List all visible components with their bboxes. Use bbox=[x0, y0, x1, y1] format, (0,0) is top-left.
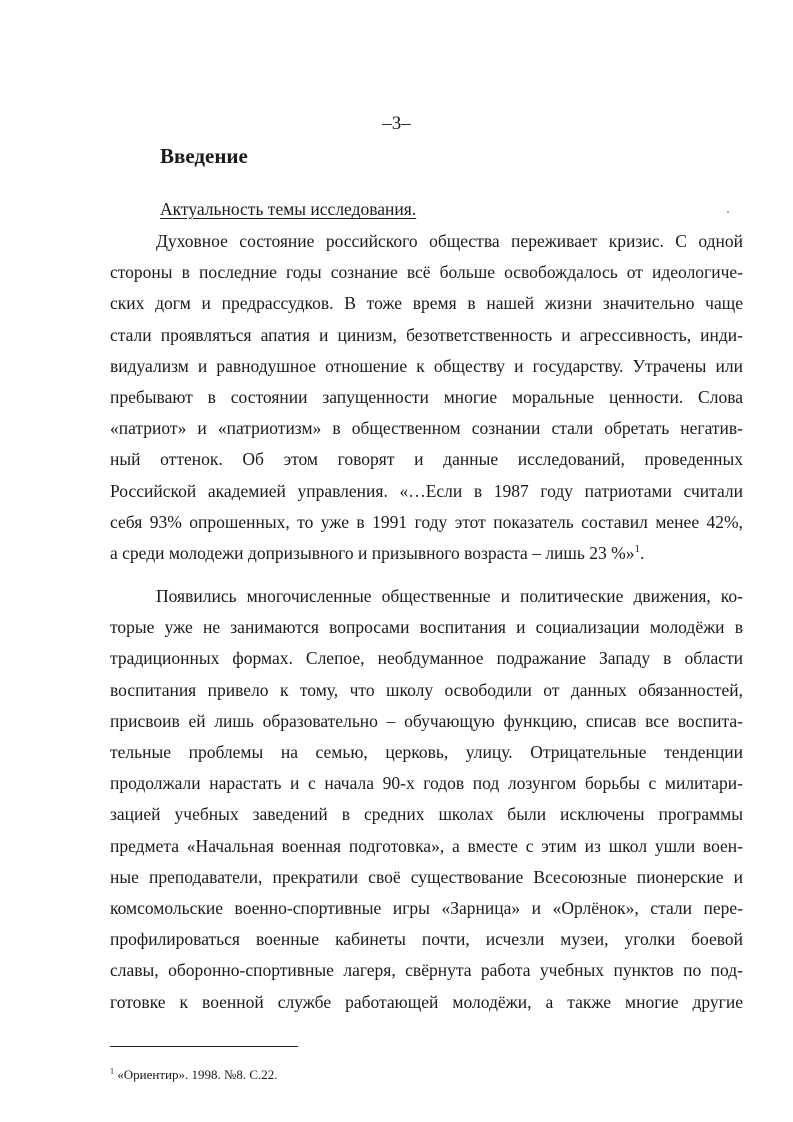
text-line: ских догм и предрассудков. В тоже время в нашей жизни значительно чаще bbox=[110, 293, 743, 314]
text-line-last: а среди молодежи допризывного и призывного возраста – лишь 23 %»$^1$. bbox=[110, 543, 645, 564]
text-line: стали проявляться апатия и цинизм, безответственность и агрессивность, инди- bbox=[110, 324, 743, 345]
text-line: традиционных формах. Слепое, необдуманное подражание Западу в области bbox=[110, 648, 743, 669]
text-line: профилироваться военные кабинеты почти, исчезли музеи, уголки боевой bbox=[110, 929, 743, 950]
footnote-reference: 1 bbox=[634, 543, 640, 556]
section-subheading: Актуальность темы исследования. bbox=[160, 199, 417, 219]
text-line-content: а среди молодежи допризывного и призывного возраста – лишь 23 %» bbox=[110, 543, 635, 564]
text-line: ный оттенок. Об этом говорят и данные исследований, проведенных bbox=[110, 449, 743, 470]
footnote-divider bbox=[110, 1046, 298, 1047]
text-line: видуализм и равнодушное отношение к обществу и государству. Утрачены или bbox=[110, 355, 743, 376]
text-line: ные преподаватели, прекратили своё существование Всесоюзные пионерские и bbox=[110, 866, 743, 887]
text-line: готовке к военной службе работающей молодёжи, а также многие другие bbox=[110, 991, 743, 1012]
text-line: Духовное состояние российского общества переживает кризис. С одной bbox=[156, 231, 743, 251]
text-line: «патриот» и «патриотизм» в общественном сознании стали обретать негатив- bbox=[110, 418, 743, 439]
text-line: тельные проблемы на семью, церковь, улицу. Отрицательные тенденции bbox=[110, 742, 743, 763]
footnote-text: «Ориентир». 1998. №8. С.22. bbox=[114, 1067, 278, 1082]
text-line: зацией учебных заведений в средних школах были исключены программы bbox=[110, 804, 743, 825]
footnote-marker: 1 bbox=[110, 1066, 114, 1076]
page-number: –3– bbox=[382, 113, 411, 134]
text-line: присвоив ей лишь образовательно – обучающую функцию, списав все воспита- bbox=[110, 710, 743, 731]
text-line: Появились многочисленные общественные и политические движения, ко- bbox=[156, 586, 743, 606]
paragraph-1 bbox=[110, 226, 743, 569]
text-line: воспитания привело к тому, что школу освободили от данных обязанностей, bbox=[110, 679, 743, 700]
text-line: торые уже не занимаются вопросами воспитания и социализации молодёжи в bbox=[110, 617, 743, 638]
text-line: предмета «Начальная военная подготовка», а вместе с этим из школ ушли воен- bbox=[110, 835, 743, 856]
scan-speck bbox=[727, 211, 729, 213]
text-line: пребывают в состоянии запущенности многие моральные ценности. Слова bbox=[110, 387, 743, 408]
text-line: комсомольские военно-спортивные игры «Зарница» и «Орлёнок», стали пере- bbox=[110, 898, 743, 919]
text-line: продолжали нарастать и с начала 90-х годов под лозунгом борьбы с милитари- bbox=[110, 773, 743, 794]
text-line: славы, оборонно-спортивные лагеря, свёрнута работа учебных пунктов по под- bbox=[110, 960, 743, 981]
text-line: Российской академией управления. «…Если в 1987 году патриотами считали bbox=[110, 480, 743, 501]
text-line: стороны в последние годы сознание всё больше освобождалось от идеологиче- bbox=[110, 262, 743, 283]
paragraph-2 bbox=[110, 581, 743, 1018]
footnote bbox=[110, 1066, 278, 1084]
section-heading: Введение bbox=[160, 144, 248, 168]
text-line: себя 93% опрошенных, то уже в 1991 году этот показатель составил менее 42%, bbox=[110, 511, 743, 532]
